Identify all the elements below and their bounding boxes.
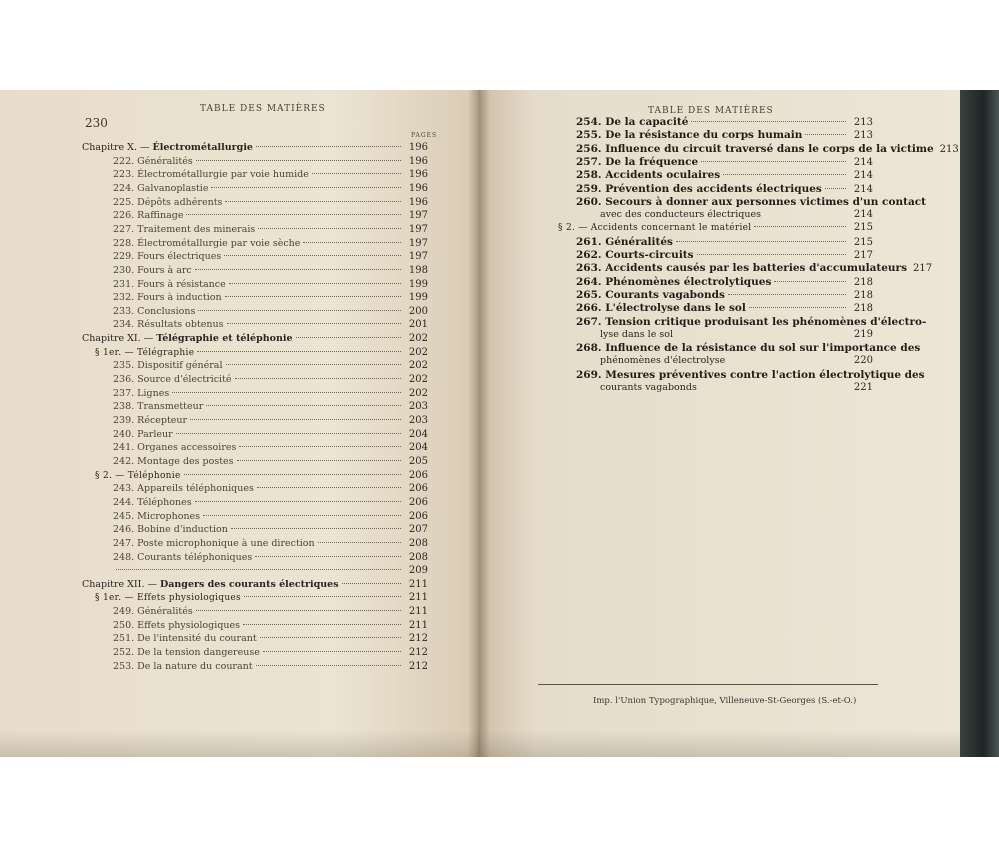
dot-leader: [235, 378, 401, 379]
toc-entry-title: 262. Courts-circuits: [576, 249, 694, 261]
dot-leader: [116, 569, 401, 570]
dot-leader: [176, 433, 401, 434]
toc-entry-title: § 2. — Téléphonie: [95, 470, 181, 481]
toc-row: [576, 129, 873, 142]
dot-leader: [825, 188, 846, 189]
dot-leader: [296, 337, 401, 338]
toc-row: [576, 249, 873, 262]
toc-page-number: 215: [853, 236, 873, 248]
dot-leader: [244, 596, 401, 597]
toc-page-number: 218: [853, 289, 873, 301]
toc-page-number: 214: [853, 183, 873, 195]
book-gutter: [468, 90, 490, 757]
toc-row: [113, 251, 428, 264]
toc-entry-title: 238. Transmetteur: [113, 401, 204, 413]
toc-row: [113, 442, 428, 455]
toc-entry-title: 231. Fours à résistance: [113, 278, 226, 290]
toc-page-number: 211: [408, 606, 428, 618]
dot-leader: [774, 281, 846, 282]
toc-entry-title: courants vagabonds: [600, 382, 697, 393]
book-cover-edge: [960, 90, 999, 757]
toc-entry-title: 253. De la nature du courant: [113, 660, 253, 672]
dot-leader: [211, 187, 401, 188]
toc-row: [600, 382, 873, 395]
toc-entry-title: 244. Téléphones: [113, 496, 192, 508]
page-shadow: [0, 730, 960, 757]
toc-entry-title: 259. Prévention des accidents électriques: [576, 182, 822, 195]
toc-page-number: 217: [853, 250, 873, 261]
toc-entry-title: 237. Lignes: [113, 387, 170, 399]
toc-page-number: 196: [408, 196, 428, 208]
toc-entry-title: 230. Fours à arc: [113, 264, 192, 276]
toc-page-number: 221: [853, 382, 873, 393]
toc-page-number: 218: [853, 276, 873, 288]
toc-entry-title: 265. Courants vagabonds: [576, 288, 725, 301]
toc-row: [113, 565, 428, 578]
dot-leader: [198, 310, 401, 311]
toc-entry-title: § 2. — Accidents concernant le matériel: [558, 223, 752, 234]
toc-entry-title: 263. Accidents causés par les batteries d'accumulateurs: [576, 262, 908, 275]
toc-row: [576, 156, 873, 169]
toc-entry-title: 267. Tension critique produisant les phénomènes d'électro-: [576, 315, 927, 328]
running-header: TABLE DES MATIÈRES: [200, 104, 326, 114]
dot-leader: [195, 269, 401, 270]
toc-page-number: 202: [408, 346, 428, 358]
toc-row: [82, 142, 428, 155]
toc-page-number: 202: [408, 374, 428, 386]
dot-leader: [263, 651, 401, 652]
dot-leader: [226, 364, 402, 365]
dot-leader: [227, 323, 401, 324]
toc-row: [113, 483, 428, 496]
dot-leader: [190, 419, 401, 420]
toc-entry-title: 234. Résultats obtenus: [113, 319, 224, 331]
dot-leader: [229, 283, 401, 284]
toc-row: [576, 142, 959, 156]
toc-row: [113, 620, 428, 633]
toc-entry-title: 252. De la tension dangereuse: [113, 647, 260, 659]
toc-row: [113, 661, 428, 674]
dot-leader: [196, 160, 401, 161]
dot-leader: [342, 583, 401, 584]
toc-page-number: 212: [408, 660, 428, 672]
toc-row: [576, 183, 873, 196]
toc-row: [576, 169, 873, 182]
dot-leader: [243, 624, 401, 625]
dot-leader: [728, 294, 846, 295]
toc-row: [113, 497, 428, 510]
toc-row: [95, 592, 428, 605]
toc-entry-title: 264. Phénomènes électrolytiques: [576, 275, 772, 288]
toc-page-number: 203: [408, 401, 428, 413]
dot-leader: [258, 228, 401, 229]
dot-leader: [691, 121, 846, 122]
toc-row: [113, 538, 428, 551]
toc-row: [113, 606, 428, 619]
toc-row: [600, 329, 873, 342]
toc-row: [576, 262, 933, 275]
toc-entry-title: 226. Raffinage: [113, 210, 184, 222]
toc-page-number: 212: [408, 633, 428, 645]
toc-page-number: 220: [853, 355, 873, 367]
toc-page-number: 217: [913, 263, 933, 275]
toc-page-number: 199: [408, 292, 428, 304]
toc-row: [113, 374, 428, 387]
toc-entry-title: 248. Courants téléphoniques: [113, 551, 253, 563]
toc-page-number: 204: [408, 428, 428, 440]
toc-row: [113, 524, 428, 537]
toc-row: [576, 195, 926, 209]
dot-leader: [239, 446, 401, 447]
dot-leader: [260, 637, 401, 638]
dot-leader: [225, 201, 401, 202]
toc-page-number: 196: [408, 155, 428, 167]
dot-leader: [754, 226, 846, 227]
dot-leader: [224, 255, 401, 256]
toc-entry-title: 240. Parleur: [113, 428, 173, 440]
toc-page-number: 196: [408, 169, 428, 181]
toc-row: [82, 579, 428, 592]
toc-row: [113, 156, 428, 169]
page-number: 230: [85, 116, 108, 130]
toc-row: [113, 183, 428, 196]
toc-row: [82, 333, 428, 346]
toc-page-number: 205: [408, 455, 428, 467]
toc-row: [600, 209, 873, 222]
dot-leader: [195, 501, 401, 502]
dot-leader: [723, 174, 846, 175]
toc-entry-title: 236. Source d'électricité: [113, 374, 232, 386]
toc-page-number: 198: [408, 264, 428, 276]
dot-leader: [203, 515, 401, 516]
toc-entry-title: 249. Généralités: [113, 606, 193, 618]
toc-page-number: 206: [408, 483, 428, 495]
toc-row: [113, 292, 428, 305]
toc-entry-title: 227. Traitement des minerais: [113, 223, 256, 235]
toc-page-number: 219: [853, 328, 873, 340]
toc-row: [600, 355, 873, 368]
toc-entry-title: lyse dans le sol: [600, 328, 673, 340]
toc-row: [113, 552, 428, 565]
toc-row: [113, 224, 428, 237]
toc-page-number: 214: [853, 209, 873, 221]
toc-row: [113, 265, 428, 278]
toc-row: [576, 368, 925, 382]
toc-page-number: 199: [408, 278, 428, 290]
toc-page-number: 197: [408, 251, 428, 263]
toc-row: [576, 236, 873, 249]
toc-row: [95, 347, 428, 360]
toc-entry-title: 235. Dispositif général: [113, 360, 223, 372]
toc-page-number: 207: [408, 524, 428, 536]
toc-page-number: 208: [408, 537, 428, 549]
toc-page-number: 213: [939, 143, 959, 155]
toc-entry-title: 268. Influence de la résistance du sol sur l'importance des: [576, 342, 921, 355]
book-photo: [0, 90, 999, 757]
toc-row: [558, 222, 873, 235]
toc-page-number: 206: [408, 510, 428, 522]
toc-entry-title: 254. De la capacité: [576, 116, 689, 128]
toc-entry-title: 241. Organes accessoires: [113, 442, 237, 454]
toc-entry-title: 242. Montage des postes: [113, 455, 234, 467]
toc-entry-title: Chapitre XII. — Dangers des courants électriques: [82, 578, 339, 590]
toc-page-number: 202: [408, 333, 428, 345]
toc-page-number: 209: [408, 565, 428, 577]
toc-entry-title: 256. Influence du circuit traversé dans le corps de la victime: [576, 142, 934, 155]
toc-row: [113, 306, 428, 319]
toc-row: [113, 511, 428, 524]
dot-leader: [231, 528, 401, 529]
toc-entry-title: 222. Généralités: [113, 155, 193, 167]
running-header: TABLE DES MATIÈRES: [648, 106, 774, 116]
dot-leader: [805, 134, 846, 135]
dot-leader: [256, 665, 401, 666]
toc-page-number: 211: [408, 578, 428, 590]
toc-entry-title: 261. Généralités: [576, 235, 673, 248]
toc-row: [113, 238, 428, 251]
toc-row: [576, 276, 873, 289]
toc-row: [113, 388, 428, 401]
dot-leader: [255, 556, 401, 557]
toc-page-number: 197: [408, 237, 428, 249]
toc-entry-title: 257. De la fréquence: [576, 155, 699, 168]
dot-leader: [749, 307, 846, 308]
toc-page-number: 202: [408, 360, 428, 372]
toc-entry-title: 250. Effets physiologiques: [113, 619, 240, 631]
toc-row: [113, 210, 428, 223]
toc-entry-title: phénomènes d'électrolyse: [600, 355, 726, 367]
toc-entry-title: 243. Appareils téléphoniques: [113, 483, 254, 495]
toc-entry-title: 247. Poste microphonique à une direction: [113, 537, 315, 549]
dot-leader: [303, 242, 401, 243]
left-page: [0, 90, 478, 757]
toc-page-number: 196: [408, 142, 428, 153]
dot-leader: [206, 405, 401, 406]
toc-entry-title: Chapitre X. — Électrométallurgie: [82, 142, 253, 153]
toc-page-number: 211: [408, 619, 428, 631]
toc-row: [576, 116, 873, 129]
dot-leader: [257, 487, 401, 488]
toc-entry-title: 228. Électrométallurgie par voie sèche: [113, 237, 301, 249]
toc-page-number: 201: [408, 319, 428, 331]
toc-page-number: 213: [853, 117, 873, 128]
toc-entry-title: 224. Galvanoplastie: [113, 182, 209, 194]
toc-page-number: 206: [408, 469, 428, 481]
dot-leader: [184, 474, 401, 475]
toc-entry-title: 269. Mesures préventives contre l'action électrolytique des: [576, 368, 925, 381]
toc-page-number: 203: [408, 415, 428, 426]
dot-leader: [237, 460, 401, 461]
toc-row: [113, 456, 428, 469]
toc-row: [95, 470, 428, 483]
toc-page-number: 208: [408, 551, 428, 563]
dot-leader: [256, 146, 401, 147]
toc-page-number: 215: [853, 222, 873, 234]
toc-row: [113, 360, 428, 373]
toc-page-number: 206: [408, 496, 428, 508]
toc-entry-title: 223. Électrométallurgie par voie humide: [113, 169, 309, 181]
dot-leader: [312, 173, 401, 174]
toc-entry-title: 258. Accidents oculaires: [576, 169, 721, 182]
toc-entry-title: 229. Fours électriques: [113, 251, 222, 263]
printer-imprint: Imp. l'Union Typographique, Villeneuve-St-Georges (S.-et-O.): [593, 696, 857, 706]
pages-column-label: PAGES: [411, 132, 438, 139]
toc-entry-title: § 1er. — Effets physiologiques: [95, 593, 241, 604]
toc-entry-title: § 1er. — Télégraphie: [95, 347, 195, 358]
toc-page-number: 212: [408, 647, 428, 659]
toc-row: [576, 342, 921, 355]
dot-leader: [196, 610, 401, 611]
dot-leader: [197, 351, 401, 352]
toc-entry-title: 260. Secours à donner aux personnes victimes d'un contact: [576, 195, 926, 208]
toc-entry-title: 251. De l'intensité du courant: [113, 633, 257, 645]
toc-row: [576, 289, 873, 302]
toc-row: [113, 319, 428, 332]
toc-row: [113, 647, 428, 660]
toc-entry-title: 233. Conclusions: [113, 305, 196, 317]
toc-page-number: 197: [408, 223, 428, 235]
imprint-rule: [538, 684, 878, 685]
toc-page-number: 213: [853, 130, 873, 142]
toc-entry-title: avec des conducteurs électriques: [600, 209, 761, 221]
toc-page-number: 200: [408, 305, 428, 317]
dot-leader: [697, 254, 846, 255]
toc-page-number: 214: [853, 156, 873, 168]
toc-row: [576, 302, 873, 315]
toc-row: [113, 429, 428, 442]
toc-entry-title: 245. Microphones: [113, 510, 201, 522]
toc-entry-title: 232. Fours à induction: [113, 292, 222, 304]
toc-entry-title: 246. Bobine d'induction: [113, 524, 228, 536]
dot-leader: [225, 296, 401, 297]
toc-entry-title: Chapitre XI. — Télégraphie et téléphonie: [82, 333, 293, 345]
toc-page-number: 196: [408, 182, 428, 194]
toc-entry-title: 239. Récepteur: [113, 415, 188, 426]
toc-row: [113, 633, 428, 646]
dot-leader: [186, 214, 401, 215]
dot-leader: [701, 161, 846, 162]
toc-page-number: 214: [853, 170, 873, 182]
toc-row: [113, 279, 428, 292]
toc-entry-title: 266. L'électrolyse dans le sol: [576, 302, 746, 315]
toc-row: [113, 197, 428, 210]
toc-row: [576, 315, 927, 329]
toc-row: [113, 401, 428, 414]
toc-row: [113, 415, 428, 428]
dot-leader: [676, 241, 846, 242]
right-page: [478, 90, 962, 757]
toc-entry-title: 255. De la résistance du corps humain: [576, 129, 803, 142]
toc-row: [113, 169, 428, 182]
toc-entry-title: 225. Dépôts adhérents: [113, 196, 223, 208]
dot-leader: [172, 392, 401, 393]
toc-page-number: 204: [408, 442, 428, 454]
dot-leader: [318, 542, 401, 543]
toc-page-number: 211: [408, 592, 428, 604]
toc-page-number: 202: [408, 387, 428, 399]
toc-page-number: 197: [408, 210, 428, 222]
toc-page-number: 218: [853, 303, 873, 315]
